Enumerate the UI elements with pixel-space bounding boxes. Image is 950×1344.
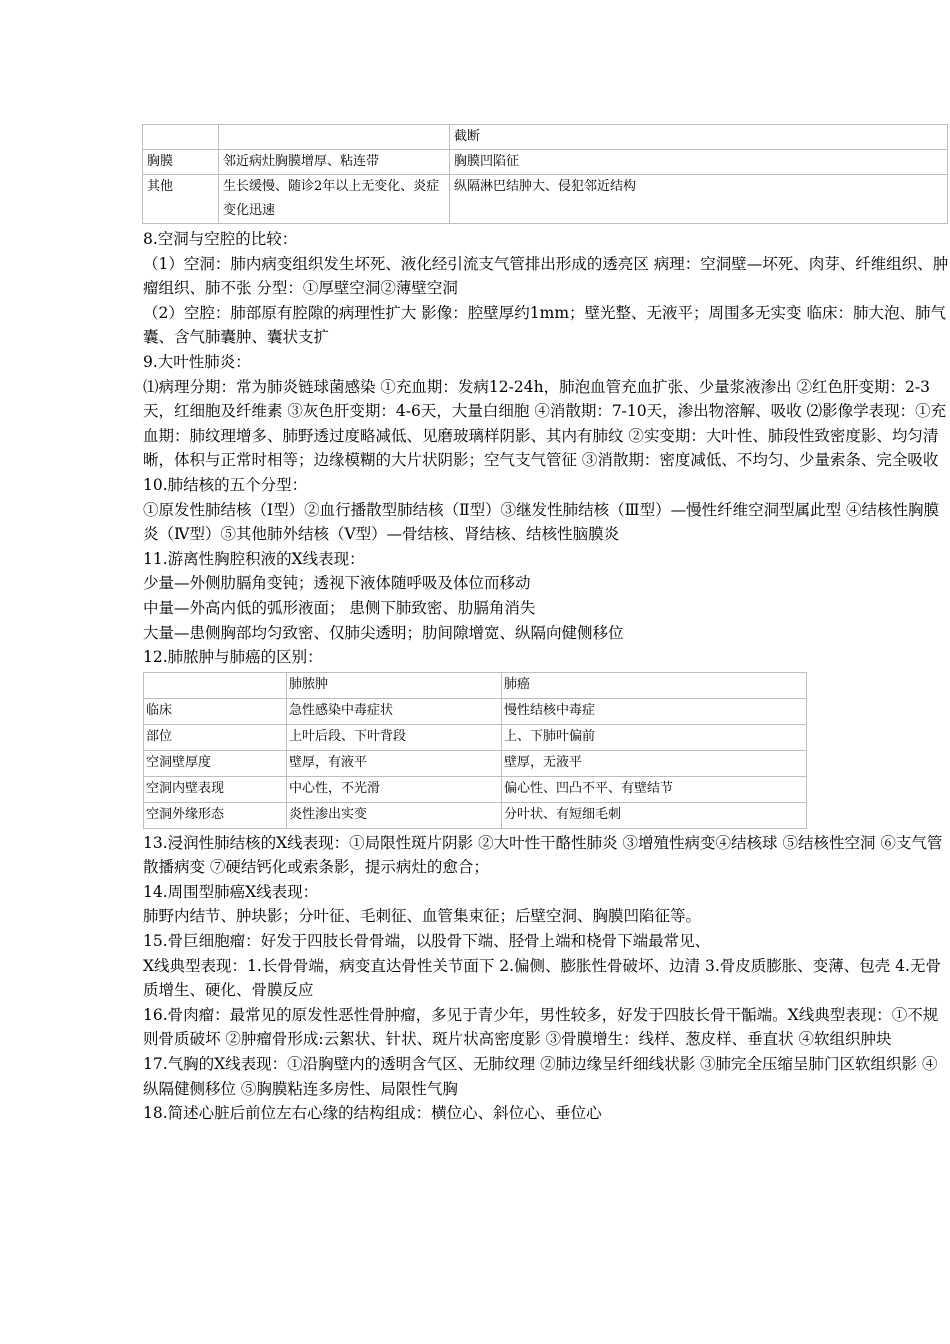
paragraph: 15.骨巨细胞瘤：好发于四肢长骨骨端，以股骨下端、胫骨上端和桡骨下端最常见、: [143, 932, 711, 951]
table-cell: 中心性，不光滑: [287, 776, 502, 802]
table-row: [143, 175, 948, 224]
paragraph: 少量—外侧肋膈角变钝；透视下液体随呼吸及体位而移动: [143, 574, 531, 593]
table-cell: [219, 125, 450, 150]
paragraph: 13.浸润性肺结核的X线表现：①局限性斑片阴影 ②大叶性干酪性肺炎 ③增殖性病变④结核球 ⑤结核性空洞 ⑥支气管散播病变 ⑦硬结钙化或索条影，提示病灶的愈合；: [143, 833, 943, 877]
paragraph: 17.气胸的X线表现：①沿胸壁内的透明含气区、无肺纹理 ②肺边缘呈纤细线状影 ③肺完全压缩呈肺门区软组织影 ④纵隔健侧移位 ⑤胸膜粘连多房性、局限性气胸: [143, 1055, 938, 1098]
table-row: [143, 125, 948, 150]
table-cell: 胸膜凹陷征: [450, 150, 948, 175]
table-cell: 空洞内壁表现: [144, 776, 287, 802]
table-cell: 胸膜: [143, 150, 219, 175]
table-cell: 上、下肺叶偏前: [502, 724, 807, 750]
table-row: [144, 802, 807, 828]
table-cell: 炎性渗出实变: [287, 802, 502, 828]
table-row: [144, 724, 807, 750]
table-row: [144, 698, 807, 724]
table-row: [144, 750, 807, 776]
section-heading: 8.空洞与空腔的比较：: [143, 230, 298, 248]
table-cell: 临床: [144, 698, 287, 724]
paragraph: 16.骨肉瘤：最常见的原发性恶性骨肿瘤，多见于青少年，男性较多，好发于四肢长骨干骺端。X线典型表现：①不规则骨质破坏 ②肿瘤骨形成:云絮状、针状、斑片状高密度影 ③骨膜增生：线样、葱皮样、垂直状 ④软组织肿块: [143, 1005, 939, 1049]
paragraph: 18.简述心脏后前位左右心缘的结构组成：横位心、斜位心、垂位心: [143, 1104, 602, 1123]
table-cell: 空洞壁厚度: [144, 750, 287, 776]
table-cell: 邻近病灶胸膜增厚、粘连带: [219, 150, 450, 175]
section-heading: 10.肺结核的五个分型：: [143, 475, 308, 494]
table-cell: 分叶状、有短细毛刺: [502, 802, 807, 828]
comparison-table-continued: [142, 124, 948, 224]
table-row: [144, 776, 807, 802]
table-cell: [144, 672, 287, 698]
table-cell: 生长缓慢、随诊2年以上无变化、炎症变化迅速: [219, 175, 450, 224]
table-cell: [143, 125, 219, 150]
paragraph: 肺野内结节、肿块影；分叶征、毛刺征、血管集束征；后壁空洞、胸膜凹陷征等。: [143, 907, 702, 926]
table-row: [143, 150, 948, 175]
paragraph: 大量—患侧胸部均匀致密、仅肺尖透明；肋间隙增宽、纵隔向健侧移位: [143, 623, 624, 642]
table-cell: 壁厚，无液平: [502, 750, 807, 776]
table-cell: 慢性结核中毒症: [502, 698, 807, 724]
table-row: [144, 672, 807, 698]
abscess-vs-cancer-table: [143, 672, 807, 829]
table-cell: 肺癌: [502, 672, 807, 698]
table-cell: 肺脓肿: [287, 672, 502, 698]
table-cell: 急性感染中毒症状: [287, 698, 502, 724]
document-body: [143, 227, 949, 1126]
table-cell: 部位: [144, 724, 287, 750]
table-cell: 上叶后段、下叶背段: [287, 724, 502, 750]
paragraph: ⑴病理分期：常为肺炎链球菌感染 ①充血期：发病12-24h，肺泡血管充血扩张、少量浆液渗出 ②红色肝变期：2-3天，红细胞及纤维素 ③灰色肝变期：4-6天，大量白细胞 ④消散期：7-10天，渗出物溶解、吸收 ⑵影像学表现：①充血期：肺纹理增多、肺野透过度略减低、见磨玻璃样阴影、其内有肺纹 ②实变期：大叶性、肺段性致密度影、均匀清晰，体积与正常时相等；边缘模糊的大片状阴影；空气支气管征 ③消散期：密度减低、不均匀、少量索条、完全吸收: [143, 377, 947, 470]
paragraph: X线典型表现：1.长骨骨端，病变直达骨性关节面下 2.偏侧、膨胀性骨破坏、边清 3.骨皮质膨胀、变薄、包壳 4.无骨质增生、硬化、骨膜反应: [143, 956, 941, 1000]
paragraph: （2）空腔：肺部原有腔隙的病理性扩大 影像：腔壁厚约1mm；壁光整、无液平；周围多无实变 临床：肺大泡、肺气囊、含气肺囊肿、囊状支扩: [143, 303, 946, 347]
table-cell: 截断: [450, 125, 948, 150]
table-cell: 其他: [143, 175, 219, 224]
table-cell: 偏心性、凹凸不平、有壁结节: [502, 776, 807, 802]
paragraph: ①原发性肺结核（Ⅰ型）②血行播散型肺结核（Ⅱ型）③继发性肺结核（Ⅲ型）—慢性纤维空洞型属此型 ④结核性胸膜炎（Ⅳ型）⑤其他肺外结核（Ⅴ型）—骨结核、肾结核、结核性脑膜炎: [143, 500, 940, 544]
table-cell: 空洞外缘形态: [144, 802, 287, 828]
paragraph: 中量—外高内低的弧形液面； 患侧下肺致密、肋膈角消失: [143, 598, 536, 617]
table-cell: 壁厚，有液平: [287, 750, 502, 776]
section-heading: 12.肺脓肿与肺癌的区别：: [143, 648, 323, 667]
table-cell: 纵隔淋巴结肿大、侵犯邻近结构: [450, 175, 948, 224]
section-heading: 11.游离性胸腔积液的X线表现：: [143, 549, 365, 568]
section-heading: 14.周围型肺癌X线表现：: [143, 882, 319, 901]
section-heading: 9.大叶性肺炎：: [143, 352, 251, 371]
paragraph: （1）空洞：肺内病变组织发生坏死、液化经引流支气管排出形成的透亮区 病理：空洞壁—坏死、肉芽、纤维组织、肿瘤组织、肺不张 分型：①厚壁空洞②薄壁空洞: [143, 254, 949, 298]
